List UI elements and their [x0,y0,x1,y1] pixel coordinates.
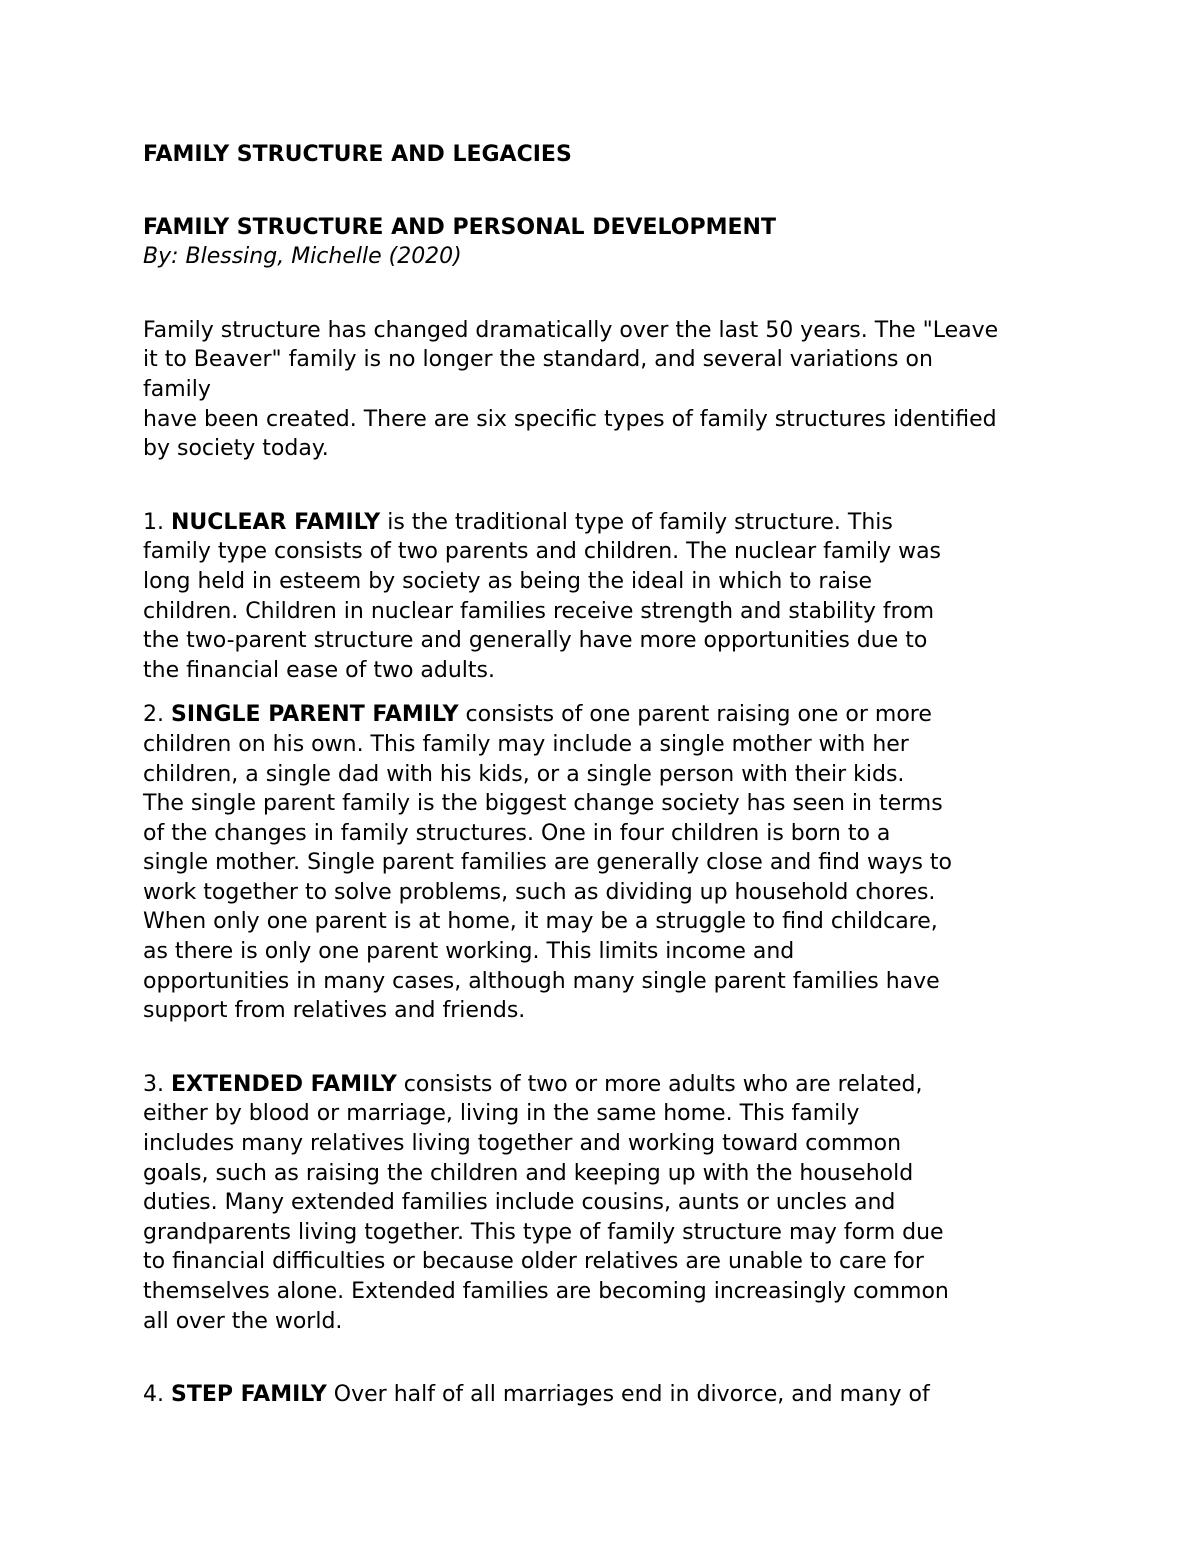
article-title: FAMILY STRUCTURE AND PERSONAL DEVELOPMENT [143,214,776,240]
item-first-line-text: consists of two or more adults who are related, [396,1071,923,1097]
item-number: 1. [143,509,164,535]
item-line: themselves alone. Extended families are becoming increasingly common [143,1279,949,1304]
item-line: work together to solve problems, such as dividing up household chores. [143,879,936,905]
item-line: children. Children in nuclear families receive strength and stability from [143,598,935,624]
item-line: family type consists of two parents and children. The nuclear family was [143,539,942,565]
item-first-line [143,1070,1083,1100]
item-line: When only one parent is at home, it may be a struggle to find childcare, [143,909,938,935]
item-line: the two-parent structure and generally have more opportunities due to [143,628,928,654]
item-line: of the changes in family structures. One in four children is born to a [143,820,891,846]
item-line: support from relatives and friends. [143,998,526,1024]
item-number: 4. [143,1382,164,1408]
item-heading: STEP FAMILY [171,1382,327,1408]
intro-paragraph [143,316,1083,464]
list-item-step-family [143,1380,1083,1410]
item-line: includes many relatives living together and working toward common [143,1131,902,1157]
item-line: as there is only one parent working. This limits income and [143,939,795,965]
item-line: The single parent family is the biggest change society has seen in terms [143,791,943,817]
intro-line: family [143,376,211,402]
item-first-line [143,508,1083,538]
item-line: single mother. Single parent families are generally close and find ways to [143,850,952,876]
intro-line: have been created. There are six specific types of family structures identified [143,406,997,432]
item-line: to financial difficulties or because older relatives are unable to care for [143,1249,924,1275]
item-line: either by blood or marriage, living in the same home. This family [143,1101,860,1127]
item-heading: SINGLE PARENT FAMILY [171,702,459,728]
list-item-single-parent-family [143,700,1083,1026]
list-item-nuclear-family [143,508,1083,686]
article-byline: By: Blessing, Michelle (2020) [143,244,462,270]
item-line: the financial ease of two adults. [143,657,495,683]
item-line: goals, such as raising the children and keeping up with the household [143,1160,914,1186]
item-line: all over the world. [143,1308,343,1334]
intro-line: by society today. [143,436,329,462]
item-line: opportunities in many cases, although many single parent families have [143,968,940,994]
item-line: children, a single dad with his kids, or a single person with their kids. [143,761,905,787]
list-item-extended-family [143,1070,1083,1336]
document-title: FAMILY STRUCTURE AND LEGACIES [143,142,572,167]
intro-line: Family structure has changed dramatically over the last 50 years. The "Leave [143,317,999,343]
item-first-line-text: consists of one parent raising one or more [458,702,932,728]
item-first-line-text: is the traditional type of family structure. This [380,509,893,535]
item-line: duties. Many extended families include cousins, aunts or uncles and [143,1190,896,1216]
item-heading: NUCLEAR FAMILY [171,509,381,535]
item-heading: EXTENDED FAMILY [171,1071,397,1097]
item-first-line [143,700,1083,730]
item-line: grandparents living together. This type of family structure may form due [143,1219,944,1245]
item-line: long held in esteem by society as being the ideal in which to raise [143,568,873,594]
item-first-line [143,1380,1083,1410]
item-first-line-text: Over half of all marriages end in divorce, and many of [326,1382,930,1408]
item-number: 3. [143,1071,164,1097]
document-page [143,140,1083,1410]
item-line: children on his own. This family may include a single mother with her [143,731,909,757]
item-number: 2. [143,702,164,728]
intro-line: it to Beaver" family is no longer the standard, and several variations on [143,347,933,373]
